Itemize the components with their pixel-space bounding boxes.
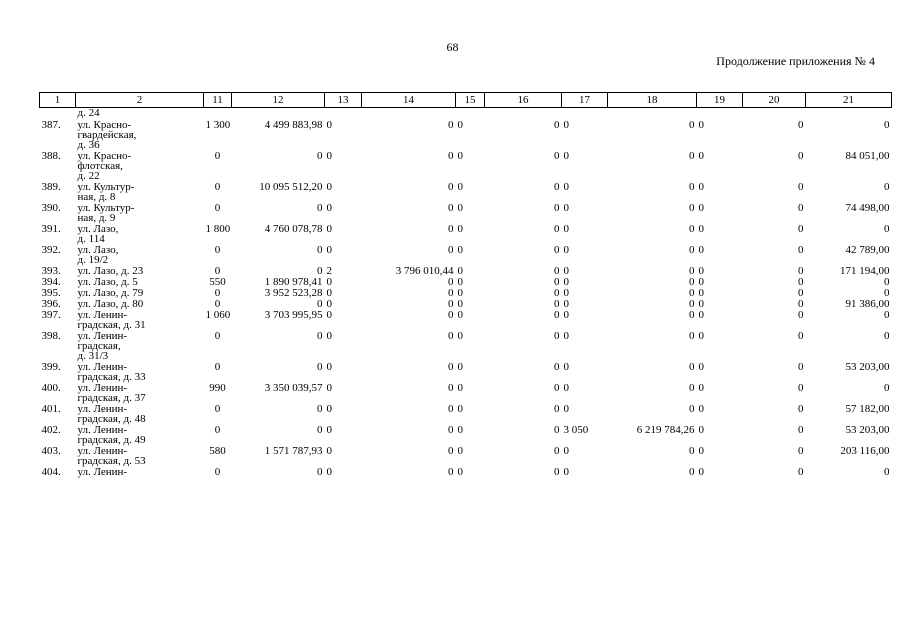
column-header: 21: [806, 93, 892, 108]
address-cell: ул. Ленин- градская, д. 31/3: [77, 330, 128, 362]
value-cell-c11: 0: [214, 181, 221, 193]
value-cell-c13: 0: [326, 382, 332, 394]
address-cell: ул. Ленин- градская, д. 37: [77, 382, 146, 404]
value-cell-c18: 0: [689, 466, 695, 478]
value-cell-c14: 0: [448, 223, 454, 235]
value-cell-c16: 0: [554, 309, 560, 321]
value-cell-c12: 0: [317, 403, 323, 415]
continuation-row: [40, 108, 892, 120]
table-row: [40, 330, 892, 361]
row-number: 398.: [41, 330, 61, 342]
table-row: [40, 119, 892, 150]
value-cell-c21: 0: [884, 276, 890, 288]
value-cell-c12: 0: [317, 361, 323, 373]
column-header: 2: [76, 93, 204, 108]
value-cell-c19: 0: [698, 466, 704, 478]
address-cell: ул. Лазо, д. 80: [77, 298, 144, 310]
row-number: 404.: [41, 466, 61, 478]
value-cell-c14: 0: [448, 361, 454, 373]
column-header: 1: [40, 93, 76, 108]
value-cell-c13: 0: [326, 403, 332, 415]
value-cell-c17: 0: [563, 119, 569, 131]
row-number: 401.: [41, 403, 61, 415]
address-cell: ул. Лазо, д. 79: [77, 287, 144, 299]
value-cell-c11: 1 800: [205, 223, 231, 235]
value-cell-c19: 0: [698, 298, 704, 310]
value-cell-c13: 0: [326, 287, 332, 299]
value-cell-c13: 0: [326, 466, 332, 478]
value-cell-c17: 0: [563, 466, 569, 478]
value-cell-c17: 0: [563, 330, 569, 342]
value-cell-c20: 0: [798, 276, 804, 288]
address-cell: ул. Ленин- градская, д. 53: [77, 445, 146, 467]
value-cell-c17: 0: [563, 298, 569, 310]
value-cell-c15: 0: [457, 150, 463, 162]
value-cell-c20: 0: [798, 287, 804, 299]
value-cell-c20: 0: [798, 445, 804, 457]
row-number: 388.: [41, 150, 61, 162]
value-cell-c16: 0: [554, 298, 560, 310]
value-cell-c16: 0: [554, 287, 560, 299]
table-row: [40, 265, 892, 276]
value-cell-c14: 0: [448, 244, 454, 256]
value-cell-c16: 0: [554, 466, 560, 478]
value-cell-c13: 0: [326, 223, 332, 235]
value-cell-c12: 0: [317, 330, 323, 342]
value-cell-c17: 0: [563, 276, 569, 288]
value-cell-c14: 0: [448, 287, 454, 299]
value-cell-c14: 0: [448, 276, 454, 288]
appendix-continuation-title: Продолжение приложения № 4: [716, 54, 875, 68]
value-cell-c16: 0: [554, 265, 560, 277]
table-row: [40, 276, 892, 287]
table-row: [40, 445, 892, 466]
value-cell-c20: 0: [798, 223, 804, 235]
value-cell-c21: 0: [884, 287, 890, 299]
row-number: 393.: [41, 265, 61, 277]
value-cell-c11: 0: [214, 244, 221, 256]
value-cell-c21: 0: [884, 223, 890, 235]
value-cell-c20: 0: [798, 181, 804, 193]
row-number: 400.: [41, 382, 61, 394]
value-cell-c20: 0: [798, 330, 804, 342]
value-cell-c11: 580: [209, 445, 226, 457]
value-cell-c12: 0: [317, 202, 323, 214]
continuation-cell: д. 24: [77, 107, 100, 119]
table-row: [40, 298, 892, 309]
column-header: 15: [456, 93, 485, 108]
value-cell-c18: 0: [689, 276, 695, 288]
value-cell-c17: 0: [563, 223, 569, 235]
value-cell-c13: 0: [326, 361, 332, 373]
value-cell-c15: 0: [457, 119, 463, 131]
value-cell-c13: 0: [326, 424, 332, 436]
table-row: [40, 309, 892, 330]
value-cell-c15: 0: [457, 298, 463, 310]
value-cell-c12: 0: [317, 424, 323, 436]
table-row: [40, 403, 892, 424]
column-header: 11: [204, 93, 232, 108]
value-cell-c17: 0: [563, 181, 569, 193]
value-cell-c15: 0: [457, 330, 463, 342]
value-cell-c11: 0: [214, 466, 221, 478]
row-number: 392.: [41, 244, 61, 256]
value-cell-c19: 0: [698, 330, 704, 342]
address-cell: ул. Лазо, д. 114: [77, 223, 119, 245]
column-header: 19: [697, 93, 743, 108]
value-cell-c19: 0: [698, 119, 704, 131]
value-cell-c20: 0: [798, 424, 804, 436]
value-cell-c19: 0: [698, 181, 704, 193]
column-header: 13: [325, 93, 362, 108]
value-cell-c20: 0: [798, 309, 804, 321]
value-cell-c19: 0: [698, 276, 704, 288]
value-cell-c16: 0: [554, 361, 560, 373]
value-cell-c11: 0: [214, 361, 221, 373]
address-cell: ул. Лазо, д. 23: [77, 265, 144, 277]
value-cell-c11: 0: [214, 150, 221, 162]
value-cell-c20: 0: [798, 403, 804, 415]
value-cell-c13: 0: [326, 202, 332, 214]
value-cell-c21: 203 116,00: [840, 445, 890, 457]
value-cell-c21: 53 203,00: [845, 424, 890, 436]
value-cell-c12: 0: [317, 150, 323, 162]
value-cell-c15: 0: [457, 403, 463, 415]
value-cell-c16: 0: [554, 181, 560, 193]
value-cell-c19: 0: [698, 361, 704, 373]
value-cell-c14: 0: [448, 150, 454, 162]
value-cell-c20: 0: [798, 150, 804, 162]
value-cell-c20: 0: [798, 466, 804, 478]
value-cell-c19: 0: [698, 202, 704, 214]
value-cell-c16: 0: [554, 223, 560, 235]
value-cell-c14: 0: [448, 466, 454, 478]
value-cell-c19: 0: [698, 265, 704, 277]
value-cell-c20: 0: [798, 244, 804, 256]
value-cell-c14: 0: [448, 202, 454, 214]
value-cell-c18: 0: [689, 298, 695, 310]
row-number: 394.: [41, 276, 61, 288]
table-row: [40, 424, 892, 445]
table-row: [40, 466, 892, 477]
table-row: [40, 150, 892, 181]
value-cell-c12: 0: [317, 466, 323, 478]
column-header: 14: [362, 93, 456, 108]
value-cell-c15: 0: [457, 276, 463, 288]
value-cell-c21: 0: [884, 466, 890, 478]
value-cell-c16: 0: [554, 244, 560, 256]
value-cell-c12: 4 499 883,98: [264, 119, 323, 131]
value-cell-c14: 0: [448, 309, 454, 321]
column-header: 20: [743, 93, 806, 108]
value-cell-c11: 990: [209, 382, 226, 394]
value-cell-c18: 0: [689, 181, 695, 193]
value-cell-c15: 0: [457, 424, 463, 436]
row-number: 395.: [41, 287, 61, 299]
value-cell-c21: 57 182,00: [845, 403, 890, 415]
value-cell-c17: 0: [563, 382, 569, 394]
value-cell-c15: 0: [457, 287, 463, 299]
value-cell-c17: 0: [563, 244, 569, 256]
value-cell-c19: 0: [698, 223, 704, 235]
value-cell-c16: 0: [554, 382, 560, 394]
value-cell-c19: 0: [698, 309, 704, 321]
value-cell-c12: 3 703 995,95: [264, 309, 323, 321]
value-cell-c17: 0: [563, 202, 569, 214]
value-cell-c13: 0: [326, 181, 332, 193]
value-cell-c11: 0: [214, 265, 221, 277]
value-cell-c19: 0: [698, 445, 704, 457]
value-cell-c15: 0: [457, 202, 463, 214]
table-row: [40, 202, 892, 223]
value-cell-c20: 0: [798, 202, 804, 214]
value-cell-c18: 0: [689, 202, 695, 214]
address-cell: ул. Красно- гвардейская, д. 36: [77, 119, 137, 151]
value-cell-c14: 0: [448, 330, 454, 342]
value-cell-c18: 6 219 784,26: [636, 424, 695, 436]
value-cell-c14: 0: [448, 445, 454, 457]
value-cell-c16: 0: [554, 445, 560, 457]
value-cell-c16: 0: [554, 276, 560, 288]
value-cell-c13: 0: [326, 150, 332, 162]
value-cell-c11: 1 300: [205, 119, 231, 131]
value-cell-c16: 0: [554, 330, 560, 342]
table-body: [40, 108, 892, 478]
value-cell-c13: 0: [326, 445, 332, 457]
value-cell-c15: 0: [457, 265, 463, 277]
value-cell-c16: 0: [554, 150, 560, 162]
value-cell-c11: 0: [214, 330, 221, 342]
value-cell-c21: 0: [884, 181, 890, 193]
page-number: 68: [446, 40, 459, 54]
value-cell-c16: 0: [554, 403, 560, 415]
value-cell-c15: 0: [457, 244, 463, 256]
value-cell-c14: 0: [448, 298, 454, 310]
value-cell-c18: 0: [689, 309, 695, 321]
value-cell-c21: 171 194,00: [840, 265, 890, 277]
value-cell-c16: 0: [554, 119, 560, 131]
row-number: 390.: [41, 202, 61, 214]
table-row: [40, 223, 892, 244]
address-cell: ул. Ленин- градская, д. 31: [77, 309, 146, 331]
value-cell-c19: 0: [698, 424, 704, 436]
value-cell-c18: 0: [689, 361, 695, 373]
value-cell-c11: 0: [214, 287, 221, 299]
value-cell-c15: 0: [457, 445, 463, 457]
address-cell: ул. Ленин- градская, д. 48: [77, 403, 146, 425]
table-row: [40, 361, 892, 382]
value-cell-c12: 3 350 039,57: [264, 382, 323, 394]
value-cell-c13: 0: [326, 298, 332, 310]
value-cell-c20: 0: [798, 298, 804, 310]
value-cell-c12: 4 760 078,78: [264, 223, 323, 235]
value-cell-c13: 0: [326, 119, 332, 131]
value-cell-c13: 0: [326, 244, 332, 256]
address-cell: ул. Лазо, д. 5: [77, 276, 138, 288]
table-row: [40, 287, 892, 298]
value-cell-c11: 1 060: [205, 309, 231, 321]
value-cell-c13: 0: [326, 330, 332, 342]
value-cell-c21: 74 498,00: [845, 202, 890, 214]
address-cell: ул. Красно- флотская, д. 22: [77, 150, 132, 182]
value-cell-c20: 0: [798, 361, 804, 373]
value-cell-c21: 42 789,00: [845, 244, 890, 256]
value-cell-c17: 0: [563, 265, 569, 277]
value-cell-c21: 0: [884, 119, 890, 131]
address-cell: ул. Лазо, д. 19/2: [77, 244, 119, 266]
value-cell-c16: 0: [554, 202, 560, 214]
value-cell-c15: 0: [457, 181, 463, 193]
value-cell-c16: 0: [554, 424, 560, 436]
row-number: 389.: [41, 181, 61, 193]
address-cell: ул. Культур- ная, д. 9: [77, 202, 135, 224]
value-cell-c11: 0: [214, 403, 221, 415]
value-cell-c11: 0: [214, 298, 221, 310]
value-cell-c19: 0: [698, 244, 704, 256]
value-cell-c13: 0: [326, 276, 332, 288]
address-cell: ул. Культур- ная, д. 8: [77, 181, 135, 203]
value-cell-c12: 1 890 978,41: [264, 276, 323, 288]
value-cell-c17: 0: [563, 445, 569, 457]
value-cell-c18: 0: [689, 445, 695, 457]
value-cell-c12: 0: [317, 298, 323, 310]
row-number: 403.: [41, 445, 61, 457]
value-cell-c21: 53 203,00: [845, 361, 890, 373]
value-cell-c11: 550: [209, 276, 226, 288]
value-cell-c19: 0: [698, 382, 704, 394]
value-cell-c11: 0: [214, 424, 221, 436]
value-cell-c18: 0: [689, 382, 695, 394]
row-number: 402.: [41, 424, 61, 436]
value-cell-c18: 0: [689, 403, 695, 415]
value-cell-c14: 0: [448, 403, 454, 415]
row-number: 387.: [41, 119, 61, 131]
value-cell-c21: 0: [884, 330, 890, 342]
value-cell-c17: 3 050: [563, 424, 589, 436]
value-cell-c21: 84 051,00: [845, 150, 890, 162]
value-cell-c19: 0: [698, 403, 704, 415]
row-number: 396.: [41, 298, 61, 310]
value-cell-c21: 0: [884, 382, 890, 394]
value-cell-c21: 91 386,00: [845, 298, 890, 310]
value-cell-c20: 0: [798, 119, 804, 131]
value-cell-c15: 0: [457, 309, 463, 321]
row-number: 399.: [41, 361, 61, 373]
value-cell-c21: 0: [884, 309, 890, 321]
value-cell-c20: 0: [798, 265, 804, 277]
value-cell-c20: 0: [798, 382, 804, 394]
value-cell-c12: 1 571 787,93: [264, 445, 323, 457]
value-cell-c12: 10 095 512,20: [259, 181, 323, 193]
row-number: 391.: [41, 223, 61, 235]
value-cell-c14: 0: [448, 424, 454, 436]
value-cell-c17: 0: [563, 403, 569, 415]
value-cell-c13: 0: [326, 309, 332, 321]
row-number: 397.: [41, 309, 61, 321]
value-cell-c14: 3 796 010,44: [395, 265, 454, 277]
value-cell-c14: 0: [448, 119, 454, 131]
value-cell-c18: 0: [689, 119, 695, 131]
value-cell-c18: 0: [689, 287, 695, 299]
value-cell-c17: 0: [563, 150, 569, 162]
address-cell: ул. Ленин-: [77, 466, 128, 478]
address-cell: ул. Ленин- градская, д. 33: [77, 361, 146, 383]
value-cell-c15: 0: [457, 223, 463, 235]
column-header: 12: [232, 93, 325, 108]
value-cell-c14: 0: [448, 181, 454, 193]
value-cell-c18: 0: [689, 244, 695, 256]
column-header: 16: [485, 93, 562, 108]
value-cell-c14: 0: [448, 382, 454, 394]
value-cell-c15: 0: [457, 466, 463, 478]
value-cell-c18: 0: [689, 330, 695, 342]
value-cell-c19: 0: [698, 287, 704, 299]
value-cell-c13: 2: [326, 265, 332, 277]
table-header-row: [40, 93, 892, 108]
value-cell-c19: 0: [698, 150, 704, 162]
address-cell: ул. Ленин- градская, д. 49: [77, 424, 146, 446]
value-cell-c18: 0: [689, 265, 695, 277]
value-cell-c18: 0: [689, 223, 695, 235]
value-cell-c15: 0: [457, 361, 463, 373]
value-cell-c11: 0: [214, 202, 221, 214]
value-cell-c12: 3 952 523,28: [264, 287, 323, 299]
value-cell-c17: 0: [563, 361, 569, 373]
value-cell-c18: 0: [689, 150, 695, 162]
column-header: 18: [608, 93, 697, 108]
value-cell-c17: 0: [563, 287, 569, 299]
value-cell-c17: 0: [563, 309, 569, 321]
table-row: [40, 244, 892, 265]
table-row: [40, 382, 892, 403]
value-cell-c12: 0: [317, 265, 323, 277]
table-row: [40, 181, 892, 202]
column-header: 17: [562, 93, 608, 108]
data-table: [39, 92, 892, 477]
value-cell-c15: 0: [457, 382, 463, 394]
value-cell-c12: 0: [317, 244, 323, 256]
